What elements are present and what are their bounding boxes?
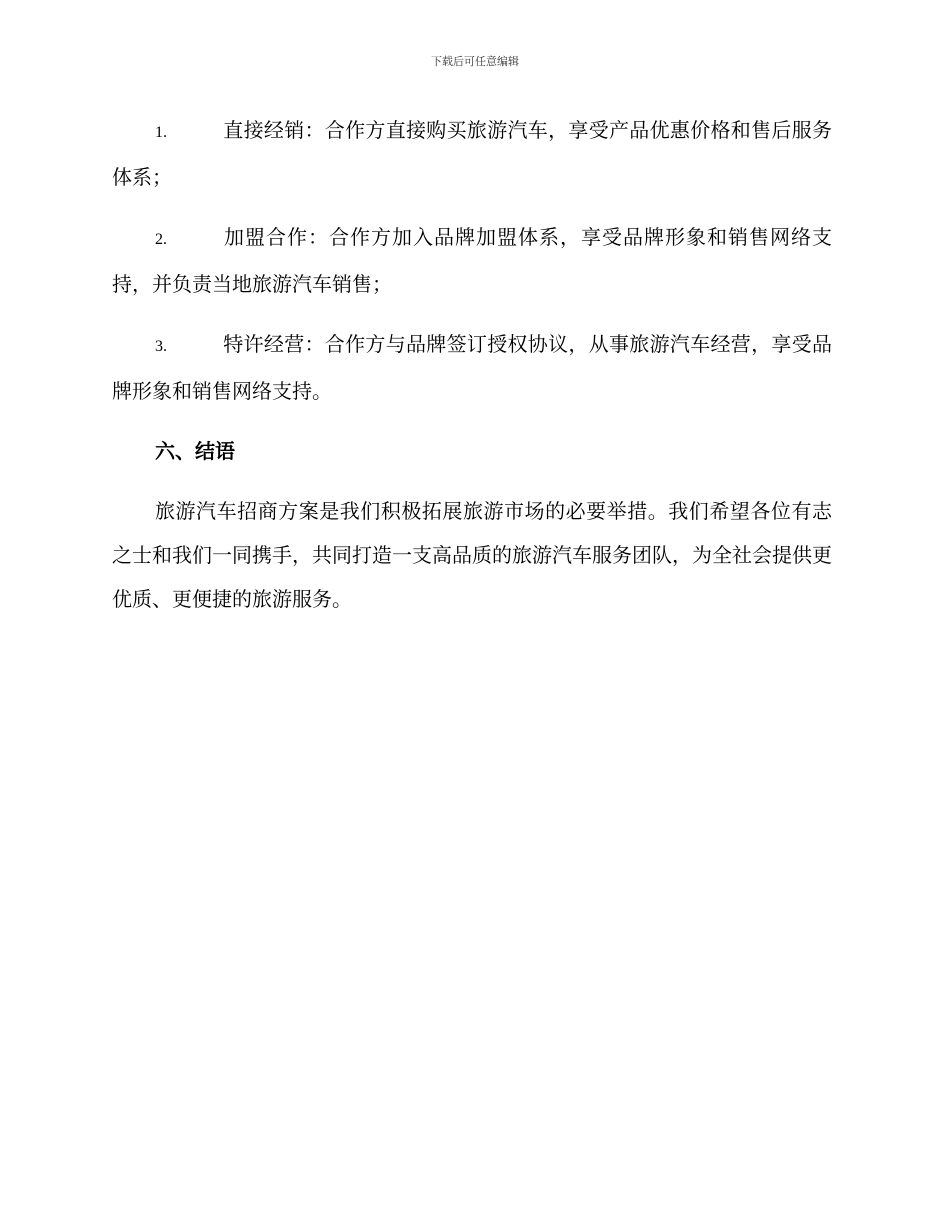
list-item xyxy=(112,108,832,199)
list-item xyxy=(112,215,832,306)
list-item xyxy=(112,322,832,413)
page-header: 下载后可任意编辑 xyxy=(431,55,519,68)
list-item-number: 1. xyxy=(155,124,167,141)
section-heading: 六、结语 xyxy=(155,439,235,463)
list-item-number: 3. xyxy=(155,338,167,355)
list-item-number: 2. xyxy=(155,231,167,248)
document-body xyxy=(112,108,832,621)
list-item-text: 加盟合作：合作方加入品牌加盟体系，享受品牌形象和销售网络支持，并负责当地旅游汽车销售； xyxy=(112,225,832,296)
section-paragraph: 旅游汽车招商方案是我们积极拓展旅游市场的必要举措。我们希望各位有志之士和我们一同携手，共同打造一支高品质的旅游汽车服务团队，为全社会提供更优质、更便捷的旅游服务。 xyxy=(112,499,832,611)
list-item-text: 直接经销：合作方直接购买旅游汽车，享受产品优惠价格和售后服务体系； xyxy=(112,118,832,189)
list-item-text: 特许经营：合作方与品牌签订授权协议，从事旅游汽车经营，享受品牌形象和销售网络支持。 xyxy=(112,332,832,403)
